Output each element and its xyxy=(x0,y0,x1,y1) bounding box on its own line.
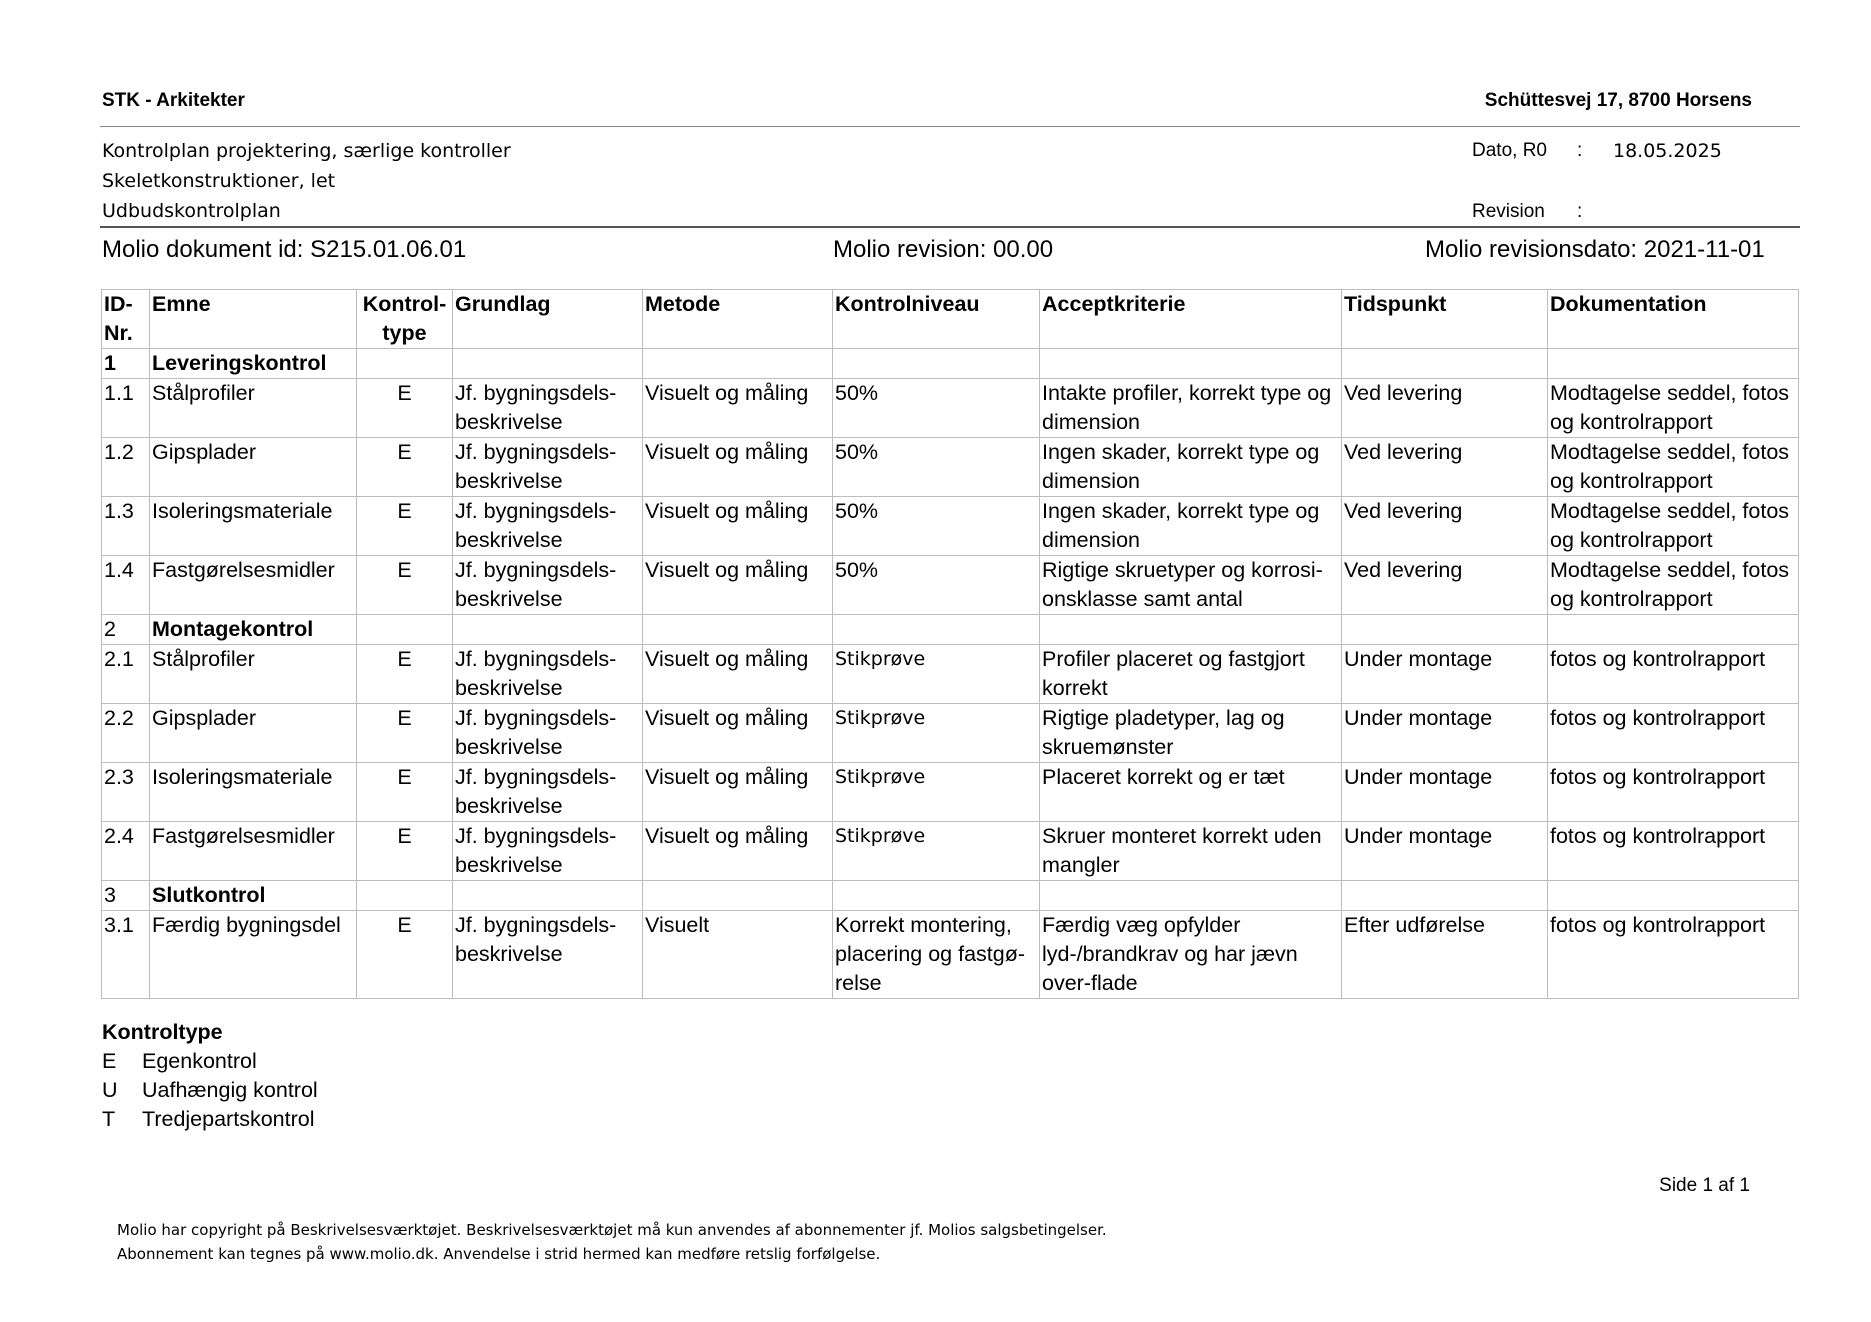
doc-subtitle: Skeletkonstruktioner, let xyxy=(102,170,336,192)
cell-metode: Visuelt og måling xyxy=(643,645,833,704)
cell-accept: Ingen skader, korrekt type og dimension xyxy=(1040,497,1342,556)
legend-code: E xyxy=(102,1049,117,1073)
cell-id: 1.1 xyxy=(102,379,150,438)
cell-grundlag: Jf. bygningsdels-beskrivelse xyxy=(453,822,643,881)
copyright-line-1: Molio har copyright på Beskrivelsesværktøjet. Beskrivelsesværktøjet må kun anvendes af abonnementer jf. Molios salgsbetingelser. xyxy=(117,1221,1107,1239)
date-value: 18.05.2025 xyxy=(1613,140,1722,162)
page-number: Side 1 af 1 xyxy=(1659,1175,1750,1196)
cell-grundlag: Jf. bygningsdels-beskrivelse xyxy=(453,497,643,556)
cell-tidspunkt: Under montage xyxy=(1342,763,1548,822)
cell-niveau: 50% xyxy=(833,497,1040,556)
col-header-tidspunkt: Tidspunkt xyxy=(1342,290,1548,349)
cell-type: E xyxy=(357,556,453,615)
cell-emne: Stålprofiler xyxy=(150,379,357,438)
molio-revision: Molio revision: 00.00 xyxy=(833,236,1054,263)
cell-type: E xyxy=(357,911,453,999)
cell-accept: Rigtige pladetyper, lag og skruemønster xyxy=(1040,704,1342,763)
cell-grundlag: Jf. bygningsdels-beskrivelse xyxy=(453,704,643,763)
company-name: STK - Arkitekter xyxy=(102,90,245,111)
cell-id: 1.3 xyxy=(102,497,150,556)
cell-dok: Modtagelse seddel, fotos og kontrolrapport xyxy=(1548,379,1799,438)
revision-label: Revision xyxy=(1472,201,1545,222)
cell-niveau: Korrekt montering, placering og fastgø-relse xyxy=(833,911,1040,999)
cell-id: 2.3 xyxy=(102,763,150,822)
col-header-kontrolniveau: Kontrolniveau xyxy=(833,290,1040,349)
legend-label: Egenkontrol xyxy=(142,1049,257,1073)
cell-accept: Intakte profiler, korrekt type og dimension xyxy=(1040,379,1342,438)
copyright-notice xyxy=(117,1218,1107,1266)
cell-tidspunkt: Ved levering xyxy=(1342,497,1548,556)
table-row xyxy=(102,645,1799,704)
cell-niveau: Stikprøve xyxy=(833,704,1040,763)
cell-type: E xyxy=(357,822,453,881)
section-row xyxy=(102,349,1799,379)
col-header-dokumentation: Dokumentation xyxy=(1548,290,1799,349)
cell-dok: fotos og kontrolrapport xyxy=(1548,822,1799,881)
cell-metode: Visuelt og måling xyxy=(643,704,833,763)
cell-grundlag: Jf. bygningsdels-beskrivelse xyxy=(453,556,643,615)
cell-grundlag: Jf. bygningsdels-beskrivelse xyxy=(453,763,643,822)
table-row xyxy=(102,556,1799,615)
cell-dok: fotos og kontrolrapport xyxy=(1548,763,1799,822)
table-header-row xyxy=(102,290,1799,349)
legend-item xyxy=(102,1105,318,1134)
table-row xyxy=(102,763,1799,822)
section-title: Montagekontrol xyxy=(150,615,357,645)
cell-emne: Isoleringsmateriale xyxy=(150,763,357,822)
copyright-line-2: Abonnement kan tegnes på www.molio.dk. Anvendelse i strid hermed kan medføre retslig forfølgelse. xyxy=(117,1245,881,1263)
cell-niveau: 50% xyxy=(833,438,1040,497)
doc-type: Udbudskontrolplan xyxy=(102,200,281,222)
control-plan-table xyxy=(101,289,1799,999)
col-header-grundlag: Grundlag xyxy=(453,290,643,349)
section-id: 2 xyxy=(102,615,150,645)
cell-metode: Visuelt og måling xyxy=(643,438,833,497)
table-row xyxy=(102,822,1799,881)
table-row xyxy=(102,704,1799,763)
cell-accept: Færdig væg opfylder lyd-/brandkrav og har jævn over-flade xyxy=(1040,911,1342,999)
cell-tidspunkt: Under montage xyxy=(1342,704,1548,763)
cell-niveau: 50% xyxy=(833,556,1040,615)
cell-accept: Skruer monteret korrekt uden mangler xyxy=(1040,822,1342,881)
cell-metode: Visuelt og måling xyxy=(643,379,833,438)
cell-id: 1.4 xyxy=(102,556,150,615)
cell-niveau: 50% xyxy=(833,379,1040,438)
kontroltype-legend xyxy=(102,1018,318,1134)
cell-type: E xyxy=(357,763,453,822)
cell-tidspunkt: Ved levering xyxy=(1342,379,1548,438)
col-header-kontroltype: Kontrol-type xyxy=(357,290,453,349)
cell-emne: Gipsplader xyxy=(150,704,357,763)
molio-revision-date: Molio revisionsdato: 2021-11-01 xyxy=(1425,236,1765,263)
cell-type: E xyxy=(357,497,453,556)
cell-type: E xyxy=(357,645,453,704)
cell-accept: Rigtige skruetyper og korrosi-onsklasse samt antal xyxy=(1040,556,1342,615)
cell-tidspunkt: Ved levering xyxy=(1342,438,1548,497)
legend-label: Uafhængig kontrol xyxy=(142,1078,318,1102)
cell-accept: Ingen skader, korrekt type og dimension xyxy=(1040,438,1342,497)
col-header-acceptkriterie: Acceptkriterie xyxy=(1040,290,1342,349)
cell-grundlag: Jf. bygningsdels-beskrivelse xyxy=(453,645,643,704)
cell-tidspunkt: Ved levering xyxy=(1342,556,1548,615)
table-row xyxy=(102,379,1799,438)
cell-niveau: Stikprøve xyxy=(833,822,1040,881)
legend-label: Tredjepartskontrol xyxy=(142,1107,315,1131)
cell-id: 1.2 xyxy=(102,438,150,497)
cell-grundlag: Jf. bygningsdels-beskrivelse xyxy=(453,438,643,497)
table-row xyxy=(102,438,1799,497)
cell-emne: Stålprofiler xyxy=(150,645,357,704)
date-field xyxy=(1472,140,1722,162)
section-title: Leveringskontrol xyxy=(150,349,357,379)
molio-document-id: Molio dokument id: S215.01.06.01 xyxy=(102,236,467,263)
col-header-metode: Metode xyxy=(643,290,833,349)
cell-emne: Isoleringsmateriale xyxy=(150,497,357,556)
doc-title: Kontrolplan projektering, særlige kontroller xyxy=(102,140,511,162)
cell-id: 2.4 xyxy=(102,822,150,881)
col-header-id: ID-Nr. xyxy=(102,290,150,349)
legend-code: T xyxy=(102,1107,116,1131)
cell-dok: Modtagelse seddel, fotos og kontrolrapport xyxy=(1548,497,1799,556)
document-header xyxy=(102,90,1800,112)
cell-metode: Visuelt og måling xyxy=(643,763,833,822)
cell-id: 2.1 xyxy=(102,645,150,704)
section-row xyxy=(102,881,1799,911)
date-colon: : xyxy=(1577,140,1583,161)
company-address: Schüttesvej 17, 8700 Horsens xyxy=(1484,90,1752,111)
table-row xyxy=(102,911,1799,999)
cell-dok: fotos og kontrolrapport xyxy=(1548,704,1799,763)
section-row xyxy=(102,615,1799,645)
revision-field xyxy=(1472,201,1582,223)
cell-tidspunkt: Efter udførelse xyxy=(1342,911,1548,999)
section-id: 1 xyxy=(102,349,150,379)
cell-dok: fotos og kontrolrapport xyxy=(1548,645,1799,704)
date-label: Dato, R0 xyxy=(1472,140,1547,161)
cell-emne: Fastgørelsesmidler xyxy=(150,556,357,615)
cell-accept: Profiler placeret og fastgjort korrekt xyxy=(1040,645,1342,704)
cell-niveau: Stikprøve xyxy=(833,645,1040,704)
cell-id: 2.2 xyxy=(102,704,150,763)
cell-metode: Visuelt og måling xyxy=(643,556,833,615)
section-id: 3 xyxy=(102,881,150,911)
col-header-emne: Emne xyxy=(150,290,357,349)
cell-accept: Placeret korrekt og er tæt xyxy=(1040,763,1342,822)
cell-emne: Gipsplader xyxy=(150,438,357,497)
legend-code: U xyxy=(102,1078,118,1102)
table-row xyxy=(102,497,1799,556)
cell-metode: Visuelt og måling xyxy=(643,497,833,556)
revision-colon: : xyxy=(1577,201,1583,222)
cell-emne: Fastgørelsesmidler xyxy=(150,822,357,881)
cell-id: 3.1 xyxy=(102,911,150,999)
cell-type: E xyxy=(357,438,453,497)
cell-grundlag: Jf. bygningsdels-beskrivelse xyxy=(453,911,643,999)
subheader-divider xyxy=(100,226,1800,228)
cell-dok: Modtagelse seddel, fotos og kontrolrapport xyxy=(1548,438,1799,497)
cell-niveau: Stikprøve xyxy=(833,763,1040,822)
legend-title: Kontroltype xyxy=(102,1020,223,1044)
cell-tidspunkt: Under montage xyxy=(1342,645,1548,704)
legend-item xyxy=(102,1047,318,1076)
cell-tidspunkt: Under montage xyxy=(1342,822,1548,881)
header-divider xyxy=(100,126,1800,127)
cell-type: E xyxy=(357,704,453,763)
cell-metode: Visuelt og måling xyxy=(643,822,833,881)
cell-dok: Modtagelse seddel, fotos og kontrolrapport xyxy=(1548,556,1799,615)
cell-dok: fotos og kontrolrapport xyxy=(1548,911,1799,999)
section-title: Slutkontrol xyxy=(150,881,357,911)
cell-emne: Færdig bygningsdel xyxy=(150,911,357,999)
legend-item xyxy=(102,1076,318,1105)
cell-grundlag: Jf. bygningsdels-beskrivelse xyxy=(453,379,643,438)
cell-metode: Visuelt xyxy=(643,911,833,999)
cell-type: E xyxy=(357,379,453,438)
